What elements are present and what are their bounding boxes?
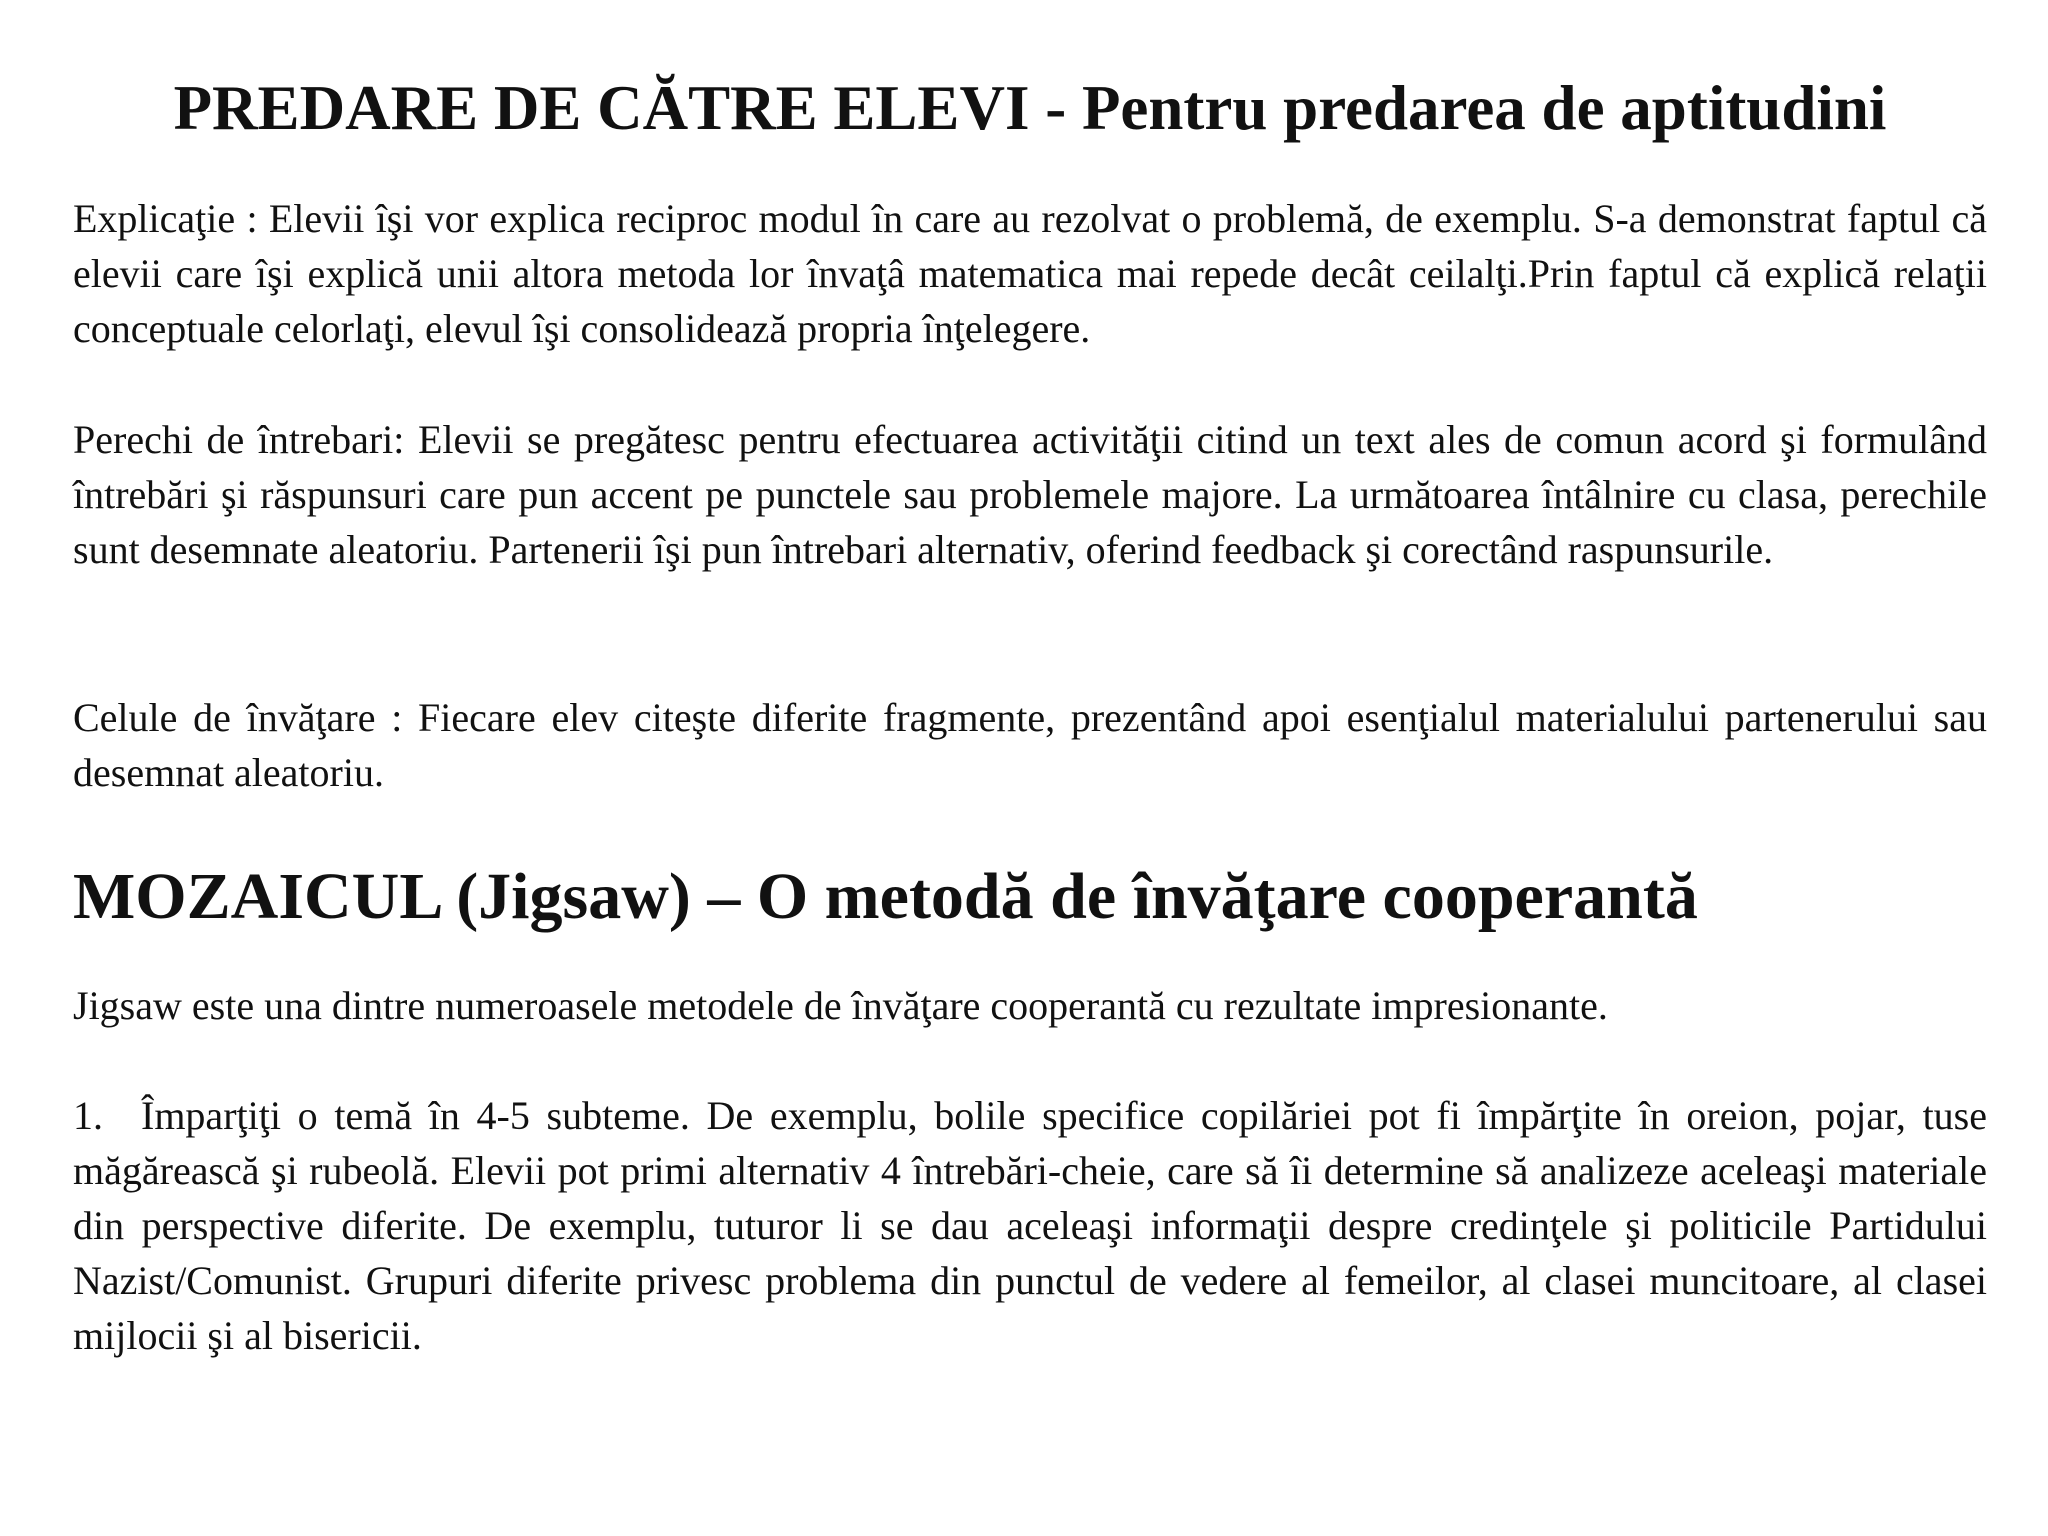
paragraph-explicatie: Explicaţie : Elevii îşi vor explica reciproc modul în care au rezolvat o problemă, de exemplu. S-a demonstrat faptul că elevii care îşi explică unii altora metoda lor învaţâ matematica mai repede decât ceilalţi.Prin faptul că explică relaţii conceptuale celorlaţi, elevul îşi consolidează propria înţelegere. — [73, 196, 1987, 351]
paragraph-jigsaw-intro: Jigsaw este una dintre numeroasele metodele de învăţare cooperantă cu rezultate impresionante. — [73, 983, 1608, 1028]
paragraph-perechi-de-intrebari: Perechi de întrebari: Elevii se pregătesc pentru efectuarea activităţii citind un text ales de comun acord şi formulând întrebări şi răspunsuri care pun accent pe punctele sau problemele majore. La următoarea întâlnire cu clasa, perechile sunt desemnate aleatoriu. Partenerii îşi pun întrebari alternativ, oferind feedback şi corectând raspunsurile. — [73, 417, 1987, 572]
section-heading-mozaicul: MOZAICUL (Jigsaw) – O metodă de învăţare cooperantă — [73, 860, 1698, 933]
list-item-number: 1. — [73, 1093, 103, 1138]
paragraph-celule-de-invatare: Celule de învăţare : Fiecare elev citeşte diferite fragmente, prezentând apoi esenţialul materialului partenerului sau desemnat aleatoriu. — [73, 695, 1987, 795]
document-page — [73, 0, 1987, 1536]
numbered-list-item — [73, 1088, 1987, 1363]
page-title: PREDARE DE CĂTRE ELEVI - Pentru predarea de aptitudini — [173, 73, 1887, 143]
list-item-text: Împarţiţi o temă în 4-5 subteme. De exemplu, bolile specifice copilăriei pot fi împărţite în oreion, pojar, tuse măgărească şi rubeolă. Elevii pot primi alternativ 4 întrebări-cheie, care să îi determine să analizeze aceleaşi materiale din perspective diferite. De exemplu, tuturor li se dau aceleaşi informaţii despre credinţele şi politicile Partidului Nazist/Comunist. Grupuri diferite privesc problema din punctul de vedere al femeilor, al clasei muncitoare, al clasei mijlocii şi al bisericii. — [73, 1093, 1987, 1358]
